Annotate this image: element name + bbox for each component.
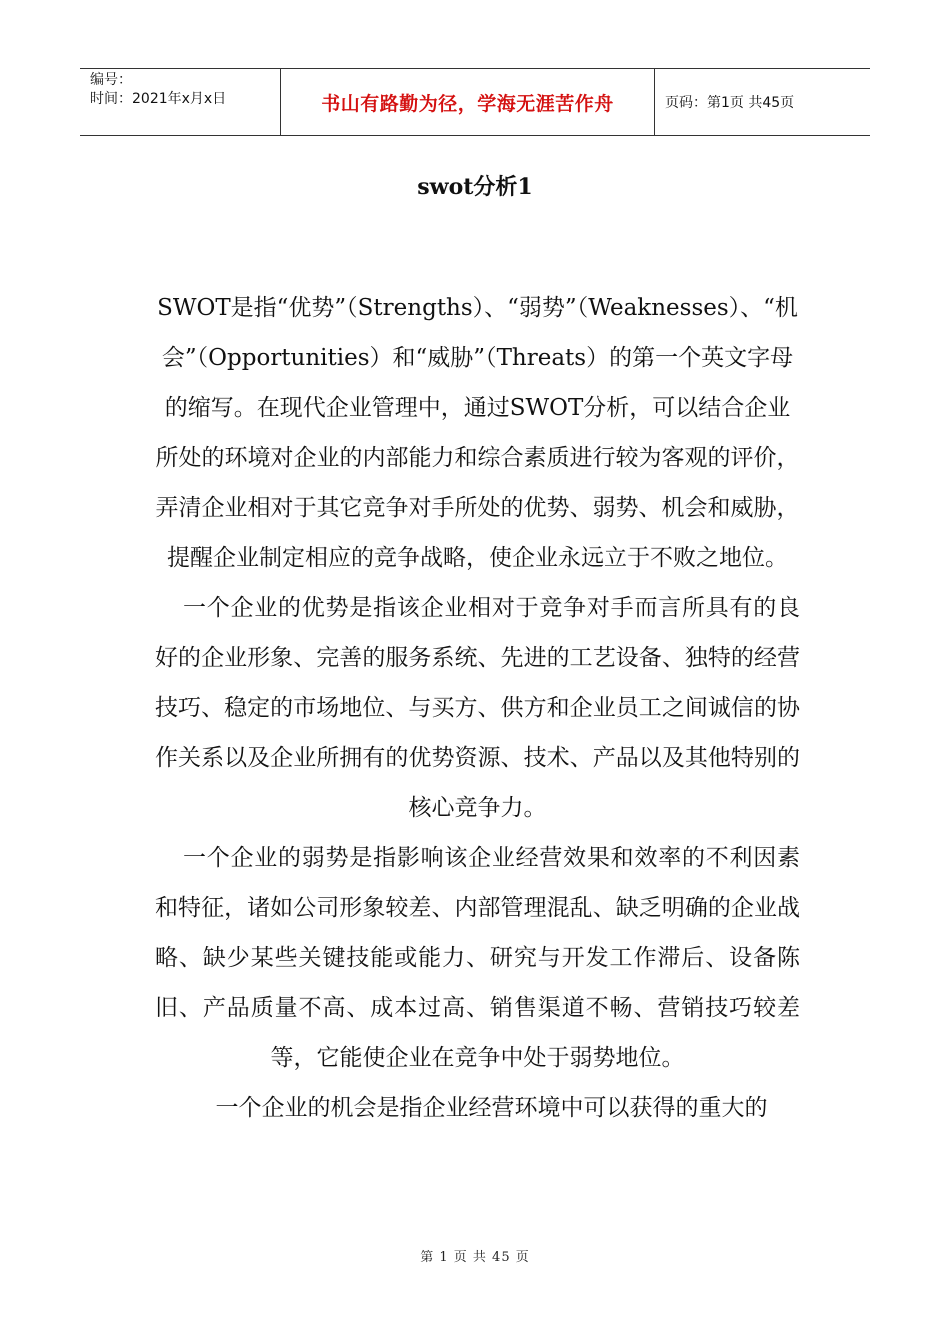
document-number-label: 编号： [90,72,132,88]
paragraph-weaknesses: 一个企业的弱势是指影响该企业经营效果和效率的不利因素和特征，诸如公司形象较差、内部管理混乱、缺乏明确的企业战略、缺少某些关键技能或能力、研究与开发工作滞后、设备陈旧、产品质量不高、成本过高、销售渠道不畅、营销技巧较差等，它能使企业在竞争中处于弱势地位。 [155,845,800,1071]
header-page-info: 页码：第1页 共45页 [665,95,795,111]
header-meta-cell [80,69,281,135]
document-title: swot分析1 [417,174,533,200]
page-footer: 第 1 页 共 45 页 [420,1250,530,1265]
paragraph-strengths: 一个企业的优势是指该企业相对于竞争对手而言所具有的良好的企业形象、完善的服务系统、先进的工艺设备、独特的经营技巧、稳定的市场地位、与买方、供方和企业员工之间诚信的协作关系以及企业所拥有的优势资源、技术、产品以及其他特别的核心竞争力。 [155,595,800,821]
document-date: 时间：2021年x月x日 [90,91,227,107]
header-page-cell [655,69,870,135]
header-motto: 书山有路勤为径，学海无涯苦作舟 [321,92,614,115]
document-header-table [80,68,870,136]
document-body [155,283,800,1133]
paragraph-swot-definition: SWOT是指“优势”（Strengths）、“弱势”（Weaknesses）、“机会”（Opportunities）和“威胁”（Threats）的第一个英文字母的缩写。在现代企业管理中，通过SWOT分析，可以结合企业所处的环境对企业的内部能力和综合素质进行较为客观的评价，弄清企业相对于其它竞争对手所处的优势、弱势、机会和威胁，提醒企业制定相应的竞争战略，使企业永远立于不败之地位。 [155,295,800,571]
paragraph-opportunities: 一个企业的机会是指企业经营环境中可以获得的重大的 [215,1095,768,1121]
header-motto-cell [281,69,655,135]
